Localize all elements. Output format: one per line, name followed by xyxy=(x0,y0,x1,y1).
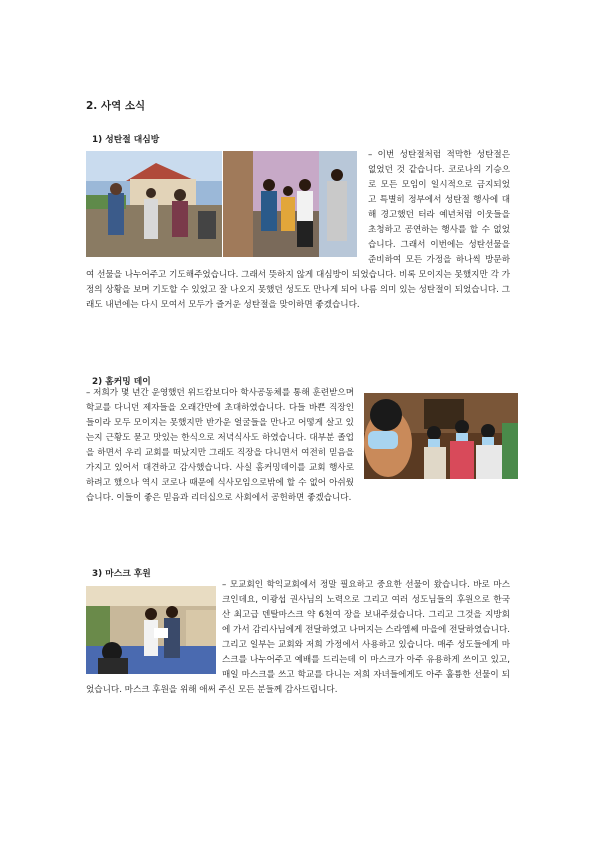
mask-donation-heading: 3) 마스크 후원 xyxy=(92,569,151,579)
mask-donation-paragraph: – 모교회인 학익교회에서 정말 필요하고 중요한 선물이 왔습니다. 바로 마스크인데요, 이광섭 권사님의 노력으로 그리고 여러 성도님들의 후원으로 한국산 최고급 덴탈마스크 약 6천여 장을 보내주셨습니다. 그리고 그것을 지방회에 가서 감리사님에게 전달하였고 나머지는 스라엠쎄 마을에 전달하였습니다. 그리고 일부는 교회와 저희 가정에서 사용하고 있습니다. 매주 성도들에게 마스크를 나누어주고 예배를 드리는데 이 마스크가 아주 유용하게 쓰이고 있고, 매일 마스크를 쓰고 학교를 다니는 저희 자녀들에게도 아주 훌륭한 선물이 되었습니다. 마스크 후원을 위해 애써 주신 모든 분들께 감사드립니다. xyxy=(86,580,510,695)
christmas-visit-paragraph: – 이번 성탄절처럼 적막한 성탄절은 없었던 것 같습니다. 코로나의 기승으로 모든 모임이 일시적으로 금지되었고 특별히 정부에서 성탄절 행사에 대해 경고했던 터라 예년처럼 이웃들을 초청하고 공연하는 행사를 할 수 없었습니다. 그래서 이번에는 성탄선물을 준비하여 모든 가정을 하나씩 방문하여 선물을 나누어주고 기도해주었습니다. 그래서 뜻하지 않게 대심방이 되었습니다. 비록 모이지는 못했지만 각 가정의 상황을 보며 기도할 수 있었고 잘 나오지 못했던 성도도 만나게 되어 나름 의미 있는 성탄절이 되었습니다. 그래도 내년에는 다시 모여서 모두가 즐거운 성탄절을 맞이하면 좋겠습니다. xyxy=(86,150,510,310)
homecoming-day-paragraph: – 저희가 몇 년간 운영했던 위드캄보디아 학사공동체를 통해 훈련받으며 학교를 다니던 제자들을 오래간만에 초대하였습니다. 다들 바쁜 직장인들이라 모두 모이지는 못했지만 반가운 얼굴들을 만나고 어떻게 살고 있는지 근황도 묻고 맛있는 한식으로 저녁식사도 하였습니다. 대부분 졸업을 하면서 우리 교회를 떠났지만 그래도 직장을 다니면서 여전히 믿음을 가지고 있어서 대견하고 감사했습니다. 사실 홈커밍데이를 교회 행사로 하려고 했으나 역시 코로나 때문에 식사모임으로밖에 할 수 없어 아쉬웠습니다. 이들이 좋은 믿음과 리더십으로 사회에서 공헌하면 좋겠습니다. xyxy=(86,388,354,503)
section-title: 2. 사역 소식 xyxy=(86,100,146,112)
christmas-visit-heading: 1) 성탄절 대심방 xyxy=(92,135,160,145)
homecoming-day-heading: 2) 홈커밍 데이 xyxy=(92,377,151,387)
